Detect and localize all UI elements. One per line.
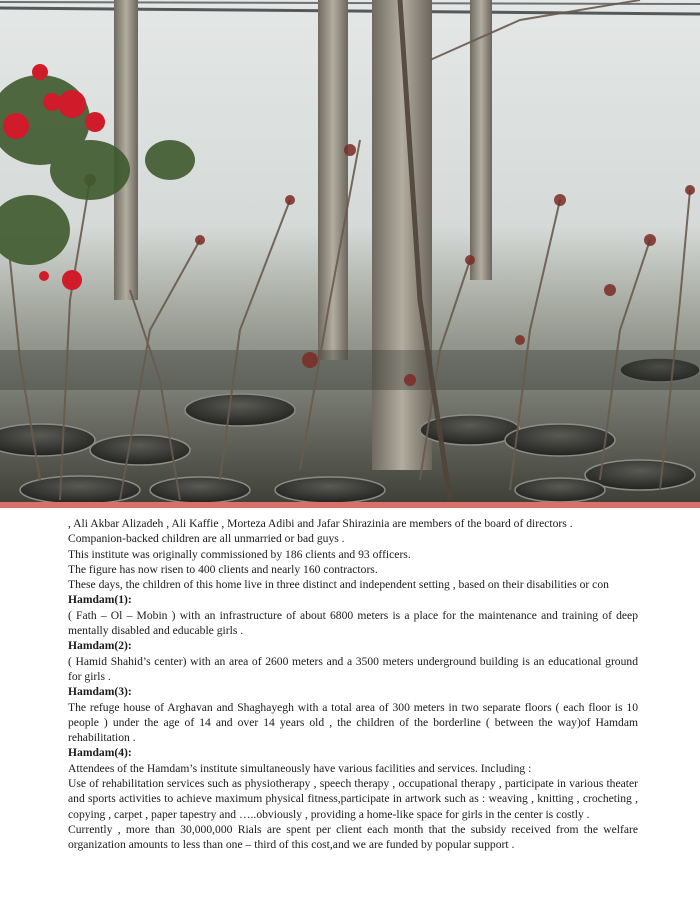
attendees-paragraph: Attendees of the Hamdam’s institute simultaneously have various facilities and services. Including : [68,761,532,775]
section-heading-hamdam-2: Hamdam(2): [68,639,132,653]
section-heading-hamdam-1: Hamdam(1): [68,593,132,607]
accent-divider-bar [0,502,700,508]
hamdam-2-paragraph: ( Hamid Shahid’s center) with an area of 2600 meters and a 3500 meters underground building is an educational ground for girls . [68,654,638,683]
origin-paragraph: This institute was originally commissioned by 186 clients and 93 officers. [68,547,411,561]
settings-paragraph: These days, the children of this home live in three distinct and independent setting , based on their disabilities or con [68,578,609,592]
hamdam-3-paragraph: The refuge house of Arghavan and Shaghayegh with a total area of 300 meters in two separate floors ( each floor is 10 people ) under the age of 14 and over 14 years old , the children of the borderline ( between the way)of Hamdam rehabilitation . [68,700,638,745]
section-heading-hamdam-4: Hamdam(4): [68,746,132,760]
hamdam-1-paragraph: ( Fath – Ol – Mobin ) with an infrastructure of about 6800 meters is a place for the maintenance and training of deep mentally disabled and educable girls . [68,608,638,638]
article-body [68,516,638,853]
board-paragraph: , Ali Akbar Alizadeh , Ali Kaffie , Morteza Adibi and Jafar Shirazinia are members of the board of directors . [68,517,573,530]
funding-paragraph: Currently , more than 30,000,000 Rials are spent per client each month that the subsidy received from the welfare organization amounts to less than one – third of this cost,and we are funded by popular support . [68,822,638,852]
services-paragraph: Use of rehabilitation services such as physiotherapy , speech therapy , occupational therapy , participate in various theater and sports activities to achieve maximum physical fitness,participate in artwork such as : weaving , knitting , crocheting , copying , carpet , paper tapestry and …..obviously , providing a home-like space for girls in the center is costly . [68,777,638,821]
section-heading-hamdam-3: Hamdam(3): [68,685,132,699]
children-paragraph: Companion-backed children are all unmarried or bad guys . [68,532,345,546]
growth-paragraph: The figure has now risen to 400 clients and nearly 160 contractors. [68,562,378,576]
